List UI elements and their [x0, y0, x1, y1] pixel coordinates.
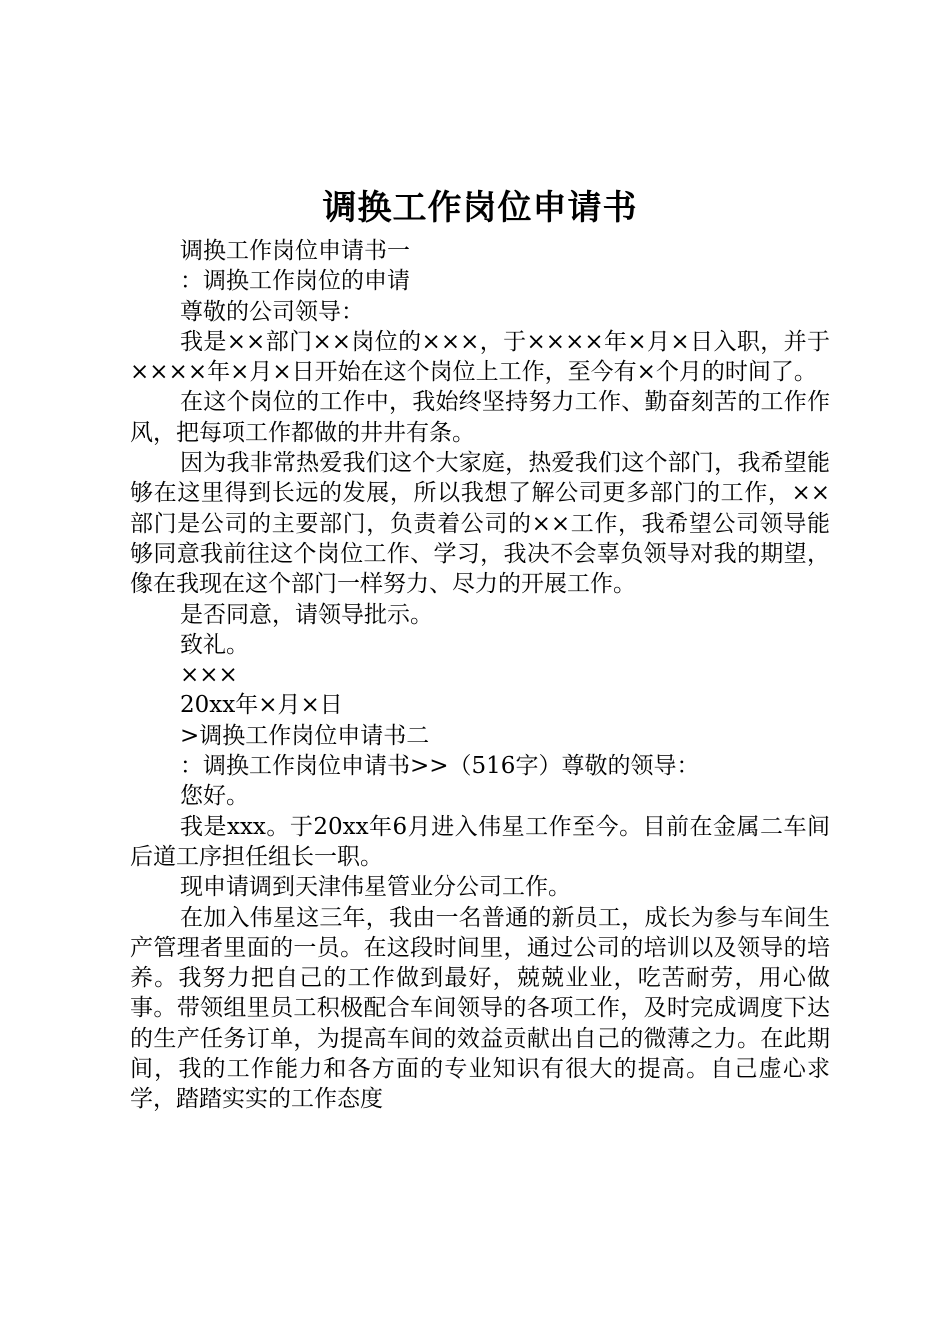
paragraph: 在这个岗位的工作中，我始终坚持努力工作、勤奋刻苦的工作作风，把每项工作都做的井井有条。	[130, 389, 830, 446]
document-title: 调换工作岗位申请书	[322, 188, 638, 228]
paragraph: 我是xxx。于20xx年6月进入伟星工作至今。目前在金属二车间后道工序担任组长一职。	[130, 813, 830, 870]
document-body	[130, 236, 830, 1115]
paragraph: 在加入伟星这三年，我由一名普通的新员工，成长为参与车间生产管理者里面的一员。在这段时间里，通过公司的培训以及领导的培养。我努力把自己的工作做到最好，兢兢业业，吃苦耐劳，用心做事。带领组里员工积极配合车间领导的各项工作，及时完成调度下达的生产任务订单，为提高车间的效益贡献出自己的微薄之力。在此期间，我的工作能力和各方面的专业知识有很大的提高。自己虚心求学，踏踏实实的工作态度	[130, 904, 830, 1113]
closing-line: 致礼。	[180, 631, 249, 658]
document-page	[130, 180, 830, 1115]
paragraph: 因为我非常热爱我们这个大家庭，热爱我们这个部门，我希望能够在这里得到长远的发展，所以我想了解公司更多部门的工作，××部门是公司的主要部门，负责着公司的××工作，我希望公司领导能够同意我前往这个岗位工作、学习，我决不会辜负领导对我的期望，像在我现在这个部门一样努力、尽力的开展工作。	[130, 450, 830, 598]
paragraph: 我是××部门××岗位的×××，于××××年×月×日入职，并于××××年×月×日开始在这个岗位上工作，至今有×个月的时间了。	[130, 328, 830, 386]
subject-line-1: ：调换工作岗位的申请	[180, 268, 410, 295]
request-line-2: 现申请调到天津伟星管业分公司工作。	[180, 874, 571, 901]
subject-line-2: ：调换工作岗位申请书>>（516字）尊敬的领导：	[180, 753, 700, 780]
request-line: 是否同意，请领导批示。	[180, 601, 433, 628]
section-heading-2: >调换工作岗位申请书二	[180, 722, 430, 749]
greeting-line: 您好。	[180, 783, 249, 810]
salutation-1: 尊敬的公司领导：	[180, 298, 364, 325]
signature-name: ×××	[180, 662, 238, 689]
signature-date: 20xx年×月×日	[180, 692, 343, 719]
section-heading-1: 调换工作岗位申请书一	[180, 238, 410, 264]
